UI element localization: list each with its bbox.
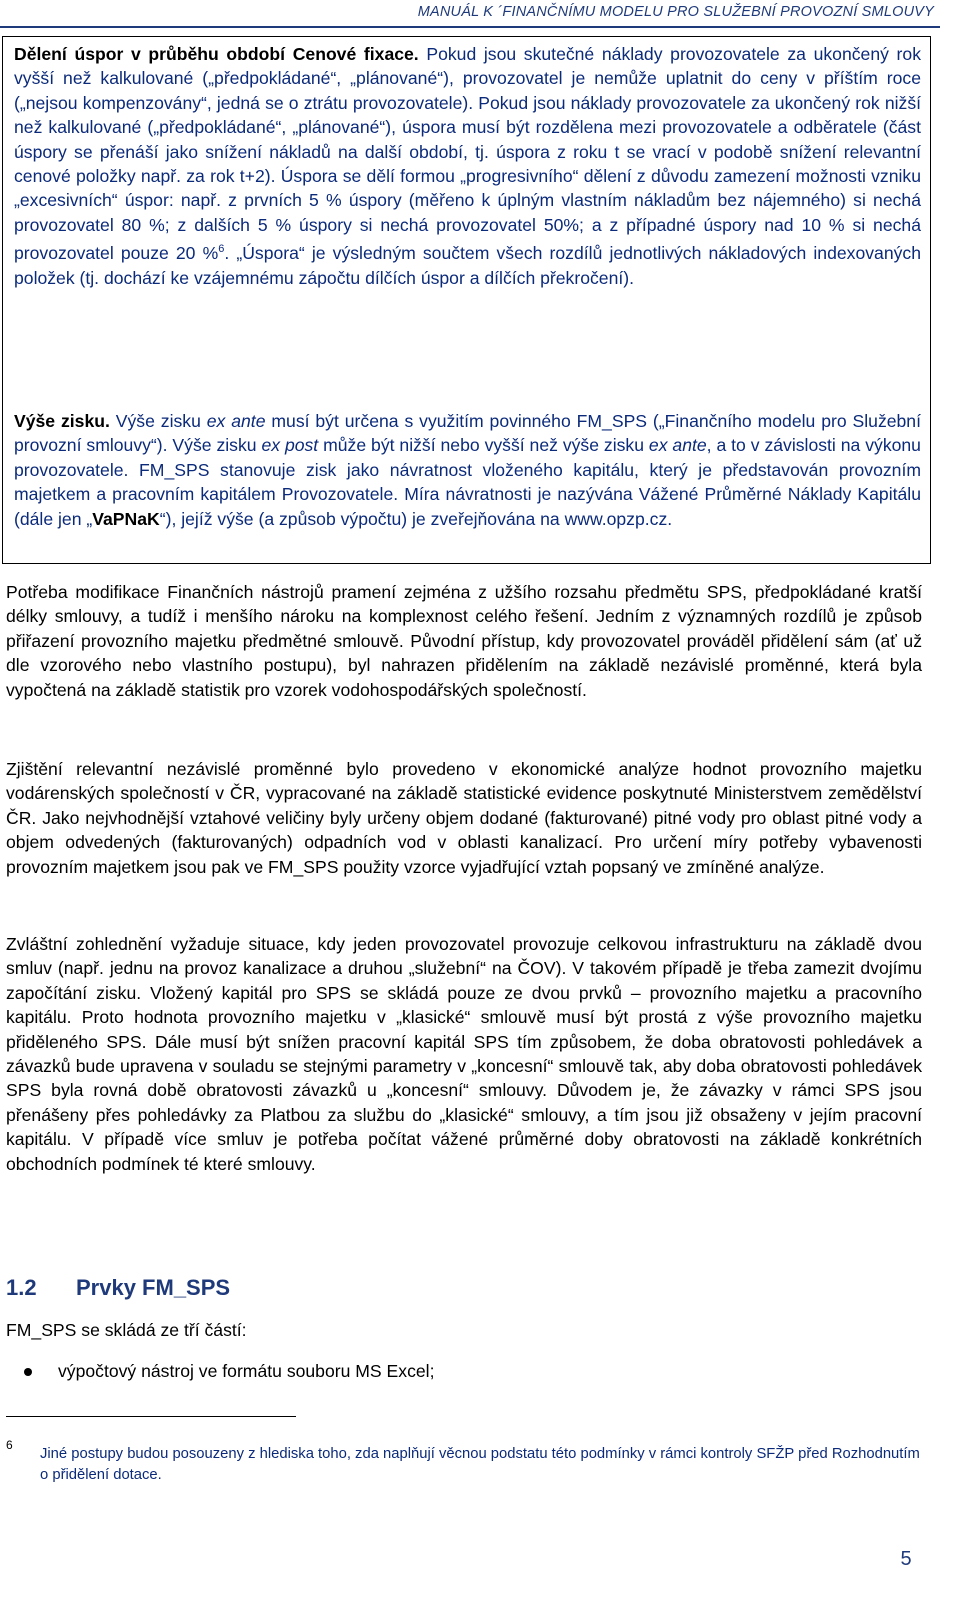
section-title: Prvky FM_SPS	[76, 1275, 231, 1300]
profit-text-2: musí být určena s využitím povinného FM_SPS („Finančního modelu pro Služební provozní smlouvy“). Výše zisku	[14, 411, 921, 456]
profit-text-5: “), jejíž výše (a způsob výpočtu) je zveřejňována na www.opzp.cz.	[159, 508, 673, 529]
paragraph-special-case: Zvláštní zohlednění vyžaduje situace, kdy jeden provozovatel provozuje celkovou infrastrukturu na základě dvou smluv (např. jednu na provoz kanalizace a druhou „služební“ na ČOV). V takovém případě je třeba zamezit dvojímu započítání zisku. Vložený kapitál pro SPS se skládá pouze ze dvou prvků – provozního majetku a pracovního kapitálu. Proto hodnota provozního majetku v „klasické“ smlouvě musí být prostá z výše provozního majetku přiděleného SPS. Dále musí být snížen pracovní kapitál SPS tím způsobem, že doba obratovosti pohledávek a závazků bude upravena v souladu se stejnými parametry v „koncesní“ smlouvě tak, aby doba obratovosti pohledávek SPS byla rovná době obratovosti závazků u „koncesní“ smlouvy. Důvodem je, že závazky v rámci SPS jsou přenášeny přes pohledávky za Platbou za službu do „klasické“ smlouvy, a tím jsou již obsaženy v jejím pracovní kapitálu. V případě více smluv je potřeba počítat vážené průměrné doby obratovosti na základě konkrétních obchodních podmínek té které smlouvy.	[6, 934, 922, 1174]
profit-text-3: může být nižší nebo vyšší než výše zisku	[318, 435, 649, 456]
vapnak-term: VaPNaK	[92, 508, 160, 529]
savings-text-continued: . „Úspora“ je výsledným součtem všech rozdílů jednotlivých nákladových indexovaných položek (tj. dochází ke vzájemnému zápočtu dílčích úspor a dílčích překročení).	[14, 243, 921, 288]
running-header: MANUÁL K ´FINANČNÍMU MODELU PRO SLUŽEBNÍ PROVOZNÍ SMLOUVY	[417, 4, 934, 20]
list-item	[6, 1361, 434, 1382]
profit-text-1: Výše zisku	[109, 411, 207, 431]
section-heading	[6, 1275, 230, 1301]
header-rule	[0, 26, 940, 28]
list-item-text: výpočtový nástroj ve formátu souboru MS Excel;	[58, 1361, 435, 1381]
profit-text-4: , a to v závislosti na výkonu provozovatele. FM_SPS stanovuje zisk jako návratnost vloženého kapitálu, který je představován provozním majetkem a pracovním kapitálem Provozovatele. Míra návratnosti je nazývána Vážené Průměrné Náklady Kapitálu (dále jen „	[14, 435, 921, 529]
profit-paragraph	[14, 409, 921, 531]
paragraph-modification: Potřeba modifikace Finančních nástrojů pramení zejména z užšího rozsahu předmětu SPS, předpokládané kratší délky smlouvy, a tudíž i menšího nároku na komplexnost celého řešení. Jedním z významných rozdílů je způsob přiřazení provozního majetku předmětné smlouvě. Původní přístup, kdy provozovatel prováděl přidělení sám (ať už dle vzorového nebo vlastního postupu), byl nahrazen přidělením na základě nezávislé proměnné, která byla vypočtená na základě statistik pro vzorek vodohospodářských společností.	[6, 582, 922, 700]
savings-text: Pokud jsou skutečné náklady provozovatele za ukončený rok vyšší než kalkulované („předpokládané“, „plánované“), provozovatel je nemůže uplatnit do ceny v příštím roce („nejsou kompenzovány“, jedná se o ztrátu provozovatele). Pokud jsou náklady provozovatele za ukončený rok nižší než kalkulované („předpokládané“, „plánované“), úspora musí být rozdělena mezi provozovatele a odběratele (část úspory se přenáší jako snížení nákladů na další období, tj. úspora z roku t se vrací v podobě snížení relevantní cenové položky např. za rok t+2). Úspora se dělí formou „progresivního“ dělení z důvodu zamezení možnosti vzniku „excesivních“ úspor: např. z prvních 5 % úspory (měřeno k úplným vlastním nákladům bez nájemného) si nechá provozovatel 80 %; z dalších 5 % úspory si nechá provozovatel 50%; a z případné úspory nad 10 % si nechá provozovatel pouze 20 %	[14, 44, 921, 264]
paragraph-variable: Zjištění relevantní nezávislé proměnné bylo provedeno v ekonomické analýze hodnot provozního majetku vodárenských společností v ČR, vypracované na základě statistické evidence poskytnuté Ministerstvem zemědělství ČR. Jako nejvhodnější vztahové veličiny byly určeny objem dodané (fakturované) pitné vody pro oblast pitné vody a objem odvedených (fakturovaných) odpadních vod v oblasti kanalizací. Pro určení míry potřeby vybavenosti provozním majetkem jsou pak ve FM_SPS použity vzorce vyjadřující vztah popsaný ve zmíněné analýze.	[6, 759, 922, 877]
page-number: 5	[900, 1548, 912, 1570]
footnote-ref[interactable]: 6	[218, 243, 225, 256]
profit-italic-3: ex ante	[648, 435, 707, 456]
bullet-icon	[24, 1368, 32, 1376]
profit-italic-1: ex ante	[206, 411, 266, 431]
footnote-rule	[6, 1416, 296, 1417]
footnote-number: 6	[6, 1438, 13, 1452]
page-number-area	[0, 1548, 926, 1571]
section-number: 1.2	[6, 1275, 37, 1300]
profit-heading: Výše zisku.	[14, 411, 110, 431]
savings-paragraph	[14, 42, 921, 290]
profit-italic-2: ex post	[261, 435, 319, 456]
section-intro: FM_SPS se skládá ze tří částí:	[6, 1320, 247, 1340]
footnote-text: Jiné postupy budou posouzeny z hlediska toho, zda naplňují věcnou podstatu této podmínky v rámci kontroly SFŽP před Rozhodnutím o přidělení dotace.	[40, 1446, 920, 1483]
savings-heading: Dělení úspor v průběhu období Cenové fixace.	[14, 44, 419, 64]
